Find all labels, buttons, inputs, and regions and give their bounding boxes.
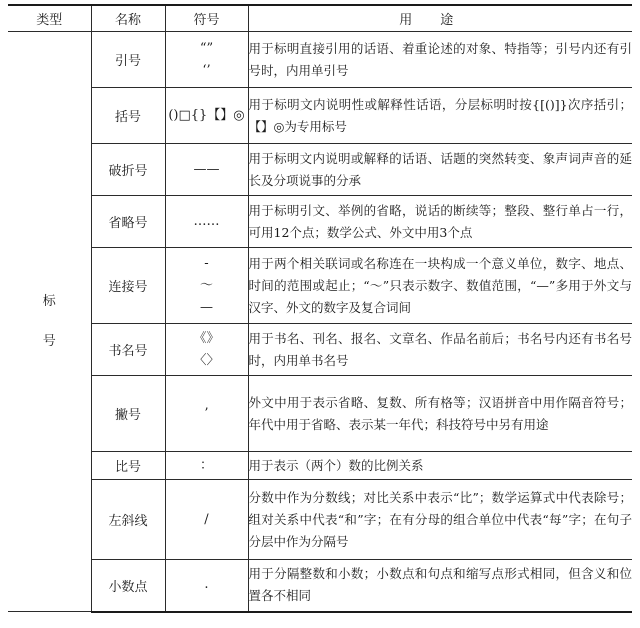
symbol-text: ’ — [204, 405, 209, 421]
table-row — [8, 452, 632, 480]
usage-cell: 用于表示（两个）数的比例关系 — [248, 452, 632, 480]
symbol-cell — [165, 32, 248, 88]
symbol-text: —— — [193, 161, 220, 177]
usage-cell: 用于标明引文、举例的省略，说话的断续等；整段、整行单占一行，可用12个点；数学公式、外文中用3个点 — [248, 196, 632, 248]
header-usage — [248, 5, 632, 32]
table-row — [8, 88, 632, 144]
usage-cell: 分数中作为分数线；对比关系中表示“比”；数学运算式中代表除号；组对关系中代表“和”字；在有分母的组合单位中代表“每”字；在句子分层中作为分隔号 — [248, 480, 632, 560]
header-symbol: 符号 — [165, 5, 248, 32]
symbol-text: ‘’ — [202, 62, 211, 78]
name-cell: 书名号 — [91, 324, 165, 376]
header-name: 名称 — [91, 5, 165, 32]
table-row — [8, 376, 632, 452]
name-cell: 左斜线 — [91, 480, 165, 560]
name-cell: 引号 — [91, 32, 165, 88]
symbol-cell — [165, 480, 248, 560]
header-usage-text: 用途 — [399, 13, 482, 28]
symbol-cell — [165, 376, 248, 452]
symbol-cell — [165, 88, 248, 144]
usage-cell: 用于分隔整数和小数；小数点和句点和缩写点形式相同，但含义和位置各不相同 — [248, 560, 632, 612]
symbol-cell — [165, 248, 248, 324]
type-cell — [8, 32, 91, 612]
name-cell: 省略号 — [91, 196, 165, 248]
symbol-text: ～ — [199, 277, 213, 293]
table-row — [8, 324, 632, 376]
symbol-text: . — [204, 577, 209, 593]
symbol-text: / — [204, 511, 209, 527]
table-row — [8, 560, 632, 612]
name-cell: 撇号 — [91, 376, 165, 452]
symbol-cell — [165, 196, 248, 248]
symbol-text: 《》 — [193, 330, 220, 346]
symbol-text: “” — [199, 40, 214, 56]
symbol-text: …… — [193, 213, 220, 229]
table-row — [8, 480, 632, 560]
usage-cell: 用于标明文内说明或解释的话语、话题的突然转变、象声词声音的延长及分项说事的分承 — [248, 144, 632, 196]
symbol-text: — — [200, 299, 213, 315]
name-cell: 括号 — [91, 88, 165, 144]
header-type: 类型 — [8, 5, 91, 32]
usage-cell: 外文中用于表示省略、复数、所有格等；汉语拼音中用作隔音符号；年代中用于省略、表示某一年代；科技符号中另有用途 — [248, 376, 632, 452]
symbol-text: ： — [199, 457, 213, 473]
table-row — [8, 32, 632, 88]
punctuation-table — [8, 4, 632, 613]
table-header-row — [8, 5, 632, 32]
usage-cell: 用于书名、刊名、报名、文章名、作品名前后；书名号内还有书名号时，内用单书名号 — [248, 324, 632, 376]
table-row — [8, 144, 632, 196]
symbol-cell — [165, 452, 248, 480]
symbol-cell — [165, 560, 248, 612]
symbol-text: - — [204, 255, 209, 271]
symbol-cell — [165, 144, 248, 196]
name-cell: 连接号 — [91, 248, 165, 324]
usage-cell: 用于标明文内说明性或解释性话语，分层标明时按{[()]}次序括引；【】◎为专用标号 — [248, 88, 632, 144]
symbol-cell — [165, 324, 248, 376]
table-row — [8, 248, 632, 324]
type-label: 标号 — [42, 293, 56, 349]
name-cell: 破折号 — [91, 144, 165, 196]
name-cell: 比号 — [91, 452, 165, 480]
symbol-text: ()□{}【】◎ — [168, 107, 245, 123]
name-cell: 小数点 — [91, 560, 165, 612]
symbol-text: 〈〉 — [193, 352, 220, 368]
usage-cell: 用于两个相关联词或名称连在一块构成一个意义单位，数字、地点、时间的范围或起止；“～”只表示数字、数值范围，“—”多用于外文与汉字、外文的数字及复合词间 — [248, 248, 632, 324]
usage-cell: 用于标明直接引用的话语、着重论述的对象、特指等；引号内还有引号时，内用单引号 — [248, 32, 632, 88]
table-row — [8, 196, 632, 248]
